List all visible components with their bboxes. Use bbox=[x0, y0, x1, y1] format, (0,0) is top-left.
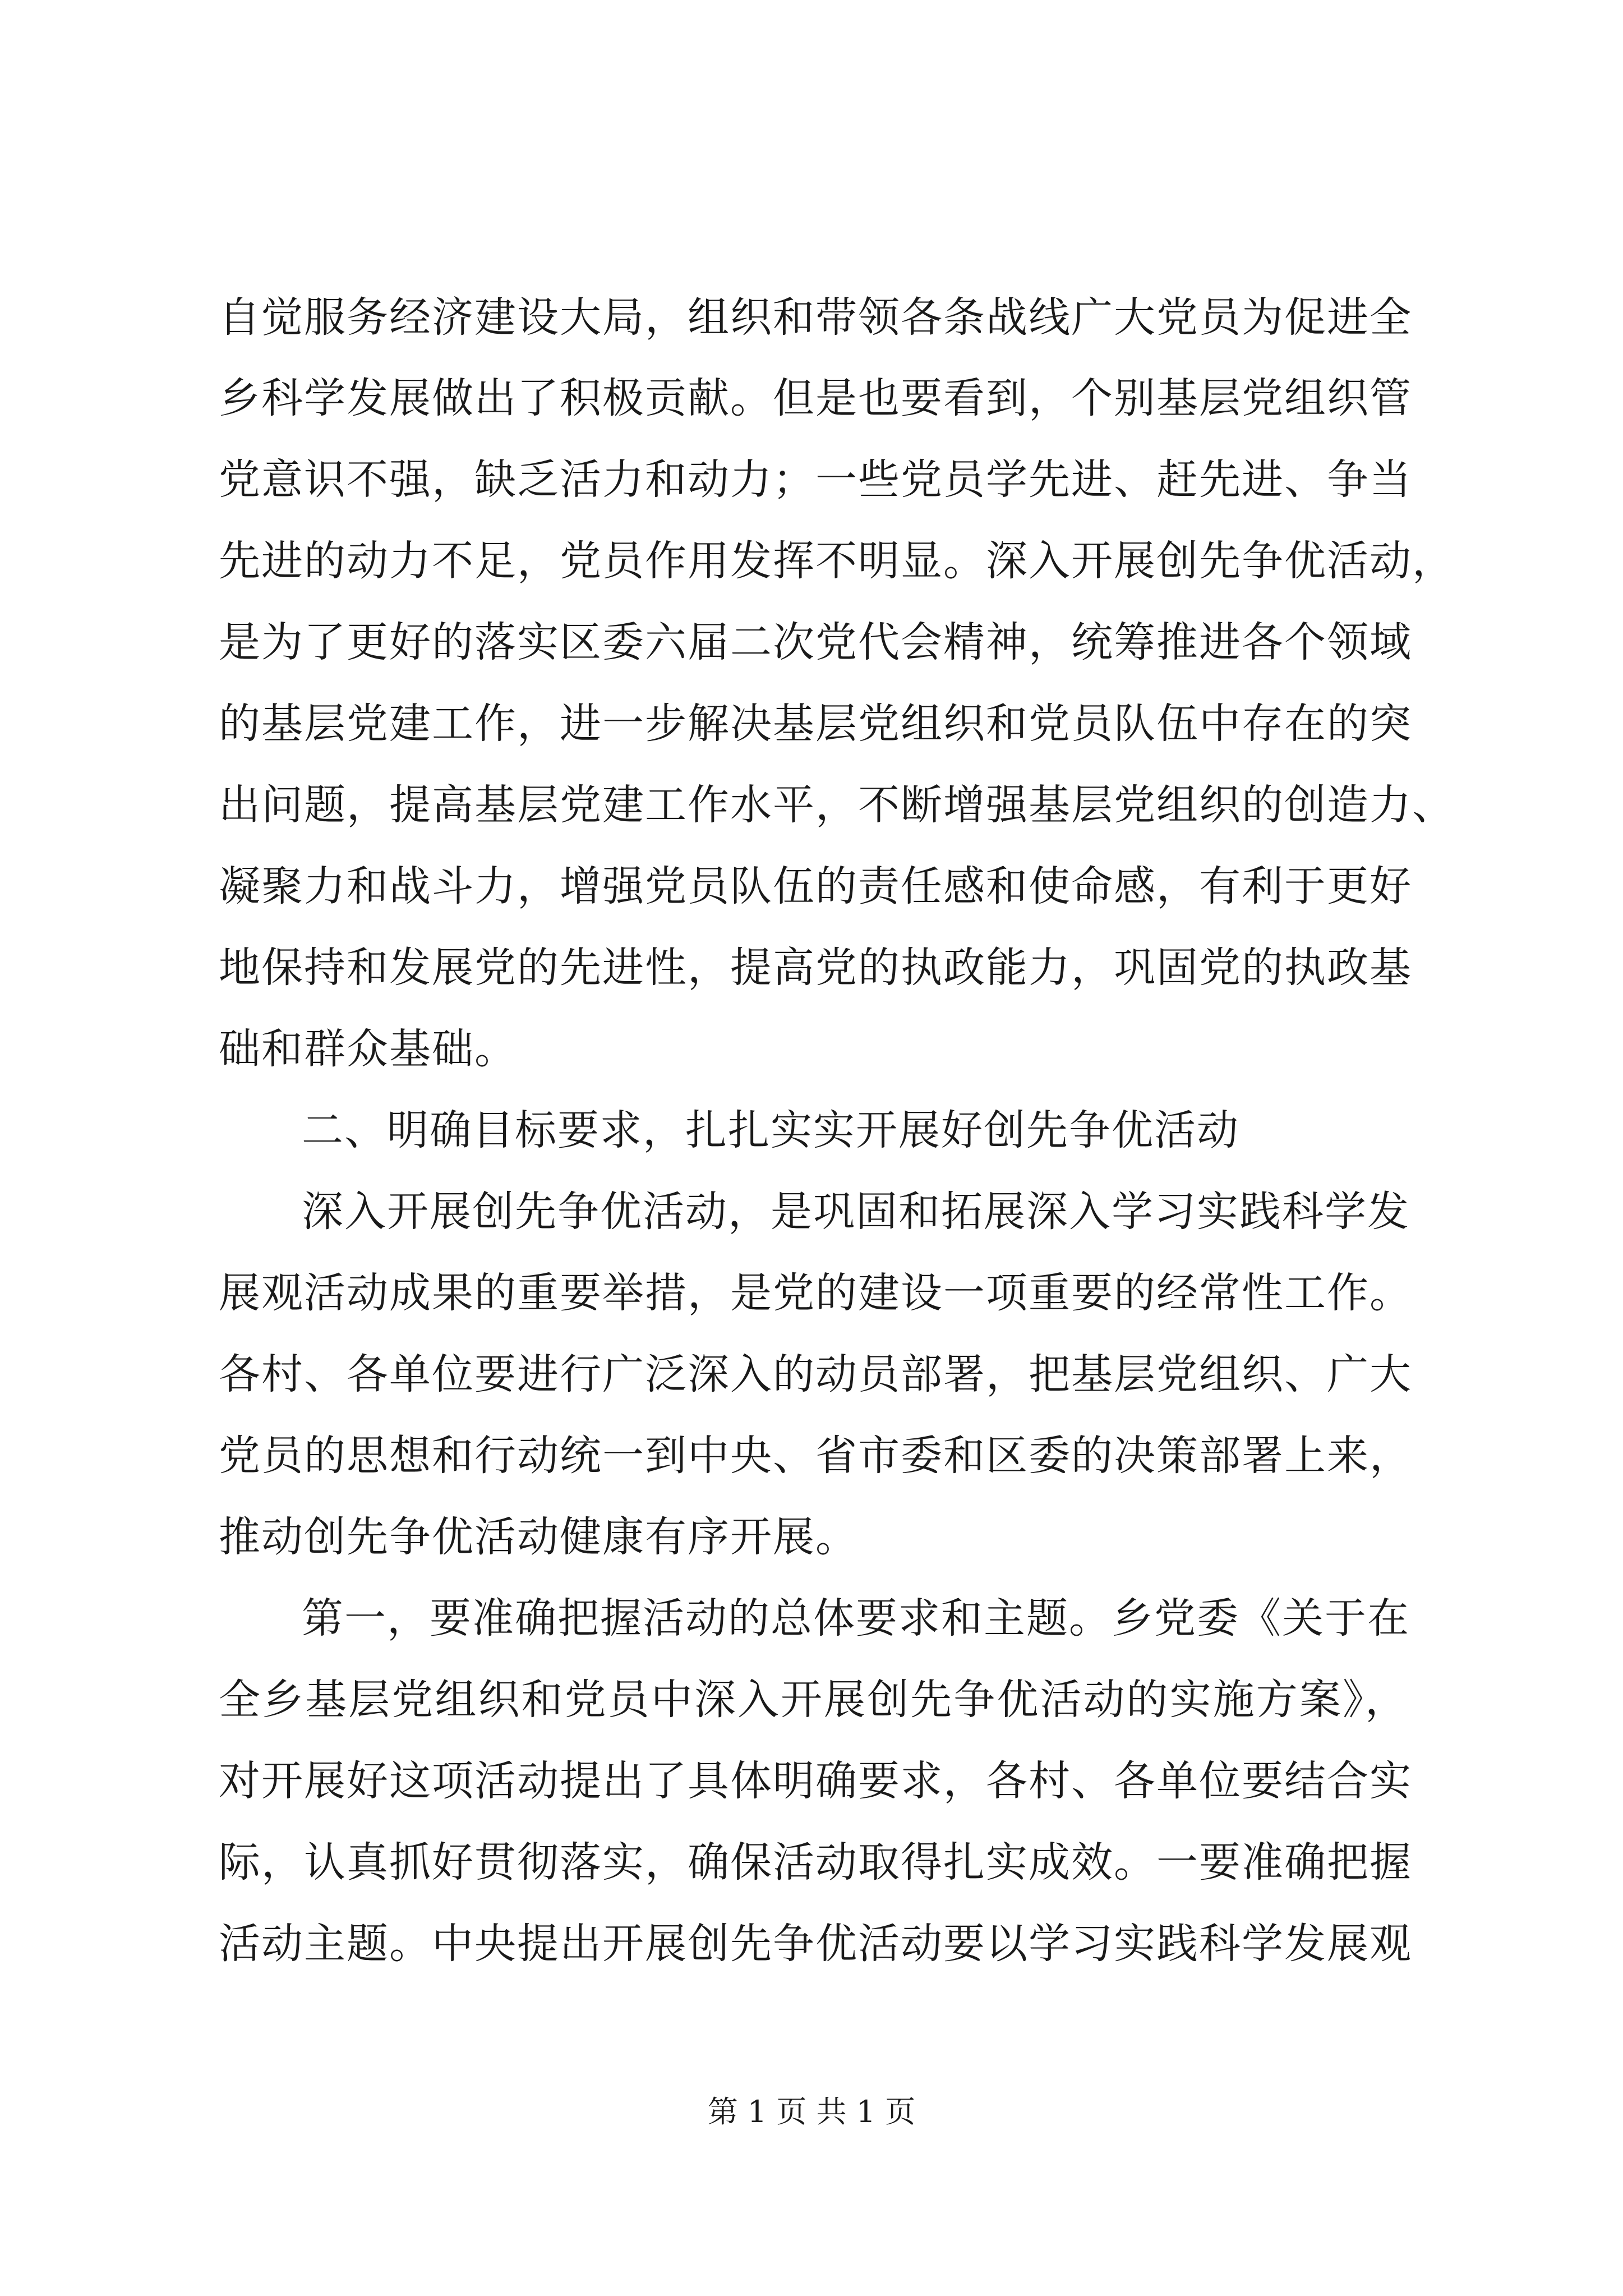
text-line: 地保持和发展党的先进性，提高党的执政能力，巩固党的执政基 bbox=[219, 944, 1412, 992]
section-heading: 二、明确目标要求，扎扎实实开展好创先争优活动 bbox=[302, 1106, 1239, 1154]
text-line: 展观活动成果的重要举措，是党的建设一项重要的经常性工作。 bbox=[219, 1269, 1412, 1317]
text-line: 党员的思想和行动统一到中央、省市委和区委的决策部署上来， bbox=[219, 1432, 1412, 1480]
text-line: 推动创先争优活动健康有序开展。 bbox=[219, 1513, 858, 1561]
text-line: 先进的动力不足，党员作用发挥不明显。深入开展创先争优活动， bbox=[219, 537, 1455, 585]
text-line: 全乡基层党组织和党员中深入开展创先争优活动的实施方案》， bbox=[219, 1676, 1408, 1724]
text-line: 自觉服务经济建设大局，组织和带领各条战线广大党员为促进全 bbox=[219, 293, 1412, 342]
text-line: 乡科学发展做出了积极贡献。但是也要看到，个别基层党组织管 bbox=[219, 374, 1412, 422]
text-line: 对开展好这项活动提出了具体明确要求，各村、各单位要结合实 bbox=[219, 1757, 1412, 1805]
page-footer: 第 1 页 共 1 页 bbox=[707, 2094, 916, 2129]
text-line: 是为了更好的落实区委六届二次党代会精神，统筹推进各个领域 bbox=[219, 618, 1412, 666]
text-line: 各村、各单位要进行广泛深入的动员部署，把基层党组织、广大 bbox=[219, 1350, 1412, 1398]
text-line: 凝聚力和战斗力，增强党员队伍的责任感和使命感，有利于更好 bbox=[219, 862, 1412, 910]
text-line: 的基层党建工作，进一步解决基层党组织和党员队伍中存在的突 bbox=[219, 700, 1412, 748]
text-line: 党意识不强，缺乏活力和动力；一些党员学先进、赶先进、争当 bbox=[219, 455, 1412, 504]
text-line: 出问题，提高基层党建工作水平，不断增强基层党组织的创造力、 bbox=[219, 781, 1455, 829]
text-line: 础和群众基础。 bbox=[219, 1025, 517, 1073]
text-line: 活动主题。中央提出开展创先争优活动要以学习实践科学发展观 bbox=[219, 1920, 1412, 1968]
text-line: 深入开展创先争优活动，是巩固和拓展深入学习实践科学发 bbox=[302, 1188, 1410, 1236]
text-line: 第一，要准确把握活动的总体要求和主题。乡党委《关于在 bbox=[302, 1594, 1410, 1642]
text-line: 际，认真抓好贯彻落实，确保活动取得扎实成效。一要准确把握 bbox=[219, 1838, 1412, 1887]
